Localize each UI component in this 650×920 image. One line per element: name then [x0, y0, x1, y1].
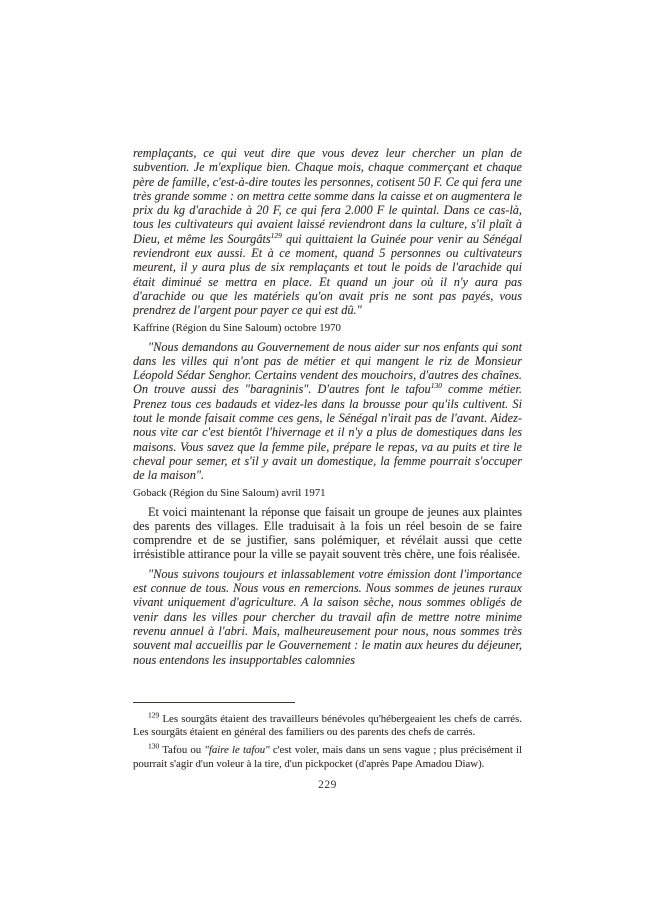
- footnote-129-text: Les sourgâts étaient des travailleurs bénévoles qu'hébergeaient les chefs de carrés. Les sourgâts étaient en général des familiers ou des parents des chefs de carrés.: [133, 713, 522, 739]
- footnote-ref-129: 129: [270, 230, 282, 240]
- source-line-kaffrine: Kaffrine (Région du Sine Saloum) octobre 1970: [133, 321, 341, 334]
- footnote-130-text-pre: Tafou ou: [159, 744, 205, 757]
- paragraph-quote-2-text-cont: comme métier. Prenez tous ces badauds et videz-les dans la brousse pour qu'ils cultivent. Si tout le monde faisait comme ces gens, le Sénégal n'irait pas de l'avant. Aidez-nous vite car c'est bientôt l'hivernage et il n'y a plus de domestiques dans les maisons. Vous savez que la femme pile, prépare le repas, va au puits et tire le cheval pour semer, et s'il y avait un domestique, la femme pourrait s'occuper de la maison".: [133, 382, 522, 483]
- page-number: 229: [318, 779, 337, 791]
- paragraph-commentary: Et voici maintenant la réponse que faisait un groupe de jeunes aux plaintes des parents des villages. Elle traduisait à la fois un réel besoin de se faire comprendre et de se justifier, sans polémiquer, et révélait aussi que cette irrésistible attirance pour la ville se payait souvent très chère, une fois réalisée.: [133, 504, 522, 562]
- paragraph-quote-3: "Nous suivons toujours et inlassablement votre émission dont l'importance est connue de tous. Nous vous en remercions. Nous sommes de jeunes ruraux vivant uniquement d'agriculture. A la saison sèche, nous sommes obligés de venir dans les villes pour chercher du travail afin de mettre notre minime revenu annuel à l'abri. Mais, malheureusement pour nous, nous sommes très souvent mal accueillis par le Gouvernement : le matin aux heures du déjeuner, nous entendons les insupportables calomnies: [133, 566, 522, 667]
- paragraph-quote-1-text: remplaçants, ce qui veut dire que vous devez leur chercher un plan de subvention. Je m'explique bien. Chaque mois, chaque commerçant et chaque père de famille, c'est-à-dire toutes les personnes, cotisent 50 F. Ce qui fera une très grande somme : on mettra cette somme dans la caisse et on augmentera le prix du kg d'arachide à 20 F, ce qui fera 2.000 F le quintal. Dans ce cas-là, tous les cultivateurs qui avaient laissé reviendront dans la culture, s'il plaît à Dieu, et même les Sourgâts: [133, 146, 522, 246]
- paragraph-quote-2-text: "Nous demandons au Gouvernement de nous aider sur nos enfants qui sont dans les villes qui n'ont pas de métier et qui mangent le riz de Monsieur Léopold Sédar Senghor. Certains vendent des mouchoirs, d'autres des chaînes. On trouve aussi des "baragninis". D'autres font le tafou: [133, 339, 522, 397]
- footnote-130-marker: 130: [148, 741, 160, 751]
- paragraph-quote-1: [133, 146, 522, 318]
- footnote-130: [133, 741, 522, 770]
- footnote-ref-130: 130: [430, 381, 442, 391]
- footnote-130-text-italic: "faire le tafou": [204, 744, 270, 757]
- text-block: [133, 146, 522, 667]
- footnote-area: [133, 702, 522, 776]
- footnote-129-marker: 129: [148, 710, 160, 720]
- paragraph-quote-2: [133, 340, 522, 483]
- footnote-129: [133, 710, 522, 739]
- source-line-goback: Goback (Région du Sine Saloum) avril 1971: [133, 486, 326, 499]
- footnote-separator-rule: [133, 702, 295, 703]
- paragraph-quote-1-text-cont: qui quittaient la Guinée pour venir au Sénégal reviendront eux aussi. Et à ce moment, quand 5 personnes ou cultivateurs meurent, il y aura plus de six remplaçants et tout le poids de l'arachide qui était diminué se mettra en place. Et quand un jour où il n'y aura pas d'arachide ou que les matériels qu'on avait pris ne sont pas payés, vous prendrez de l'argent pour payer ce qui est dû.": [133, 231, 522, 318]
- footnote-130-text-post: c'est voler, mais dans un sens vague ; plus précisément il pourrait s'agir d'un voleur à la tire, d'un pickpocket (d'après Pape Amadou Diaw).: [133, 744, 522, 770]
